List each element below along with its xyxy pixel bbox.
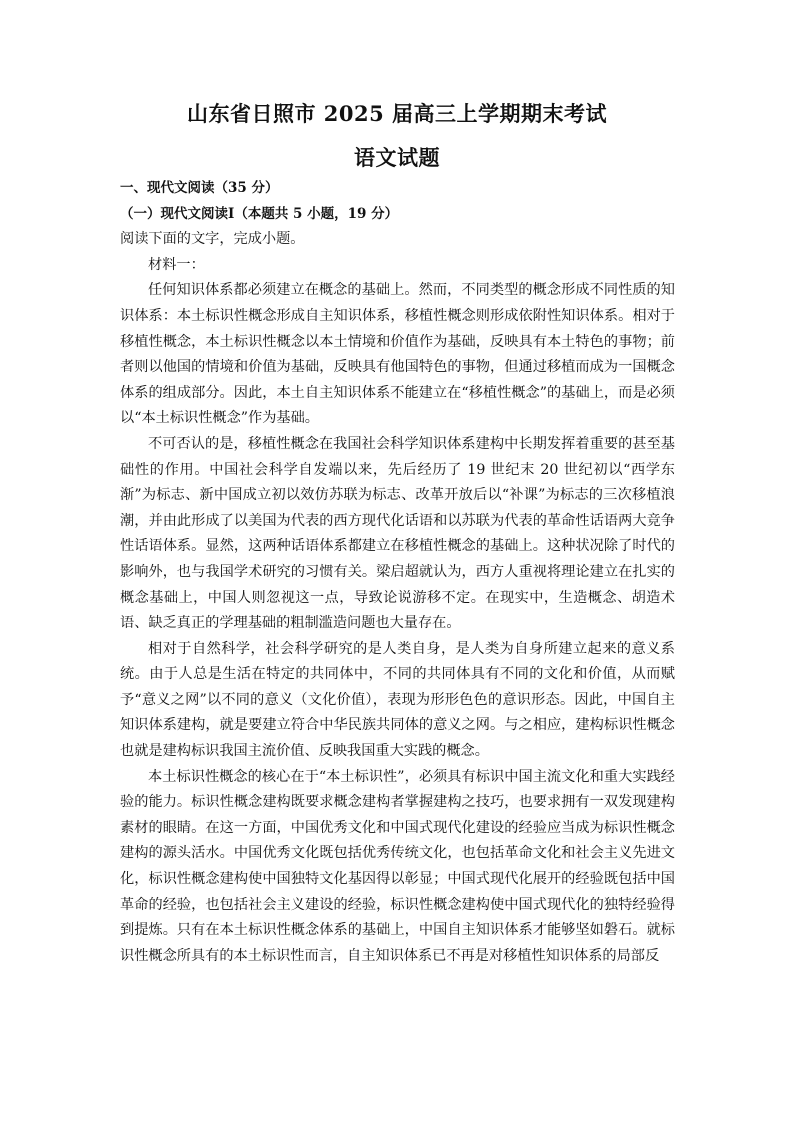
exam-body: [120, 176, 675, 969]
exam-subtitle: 语文试题: [354, 145, 440, 170]
instruction-text: 阅读下面的文字，完成小题。: [120, 231, 305, 248]
paragraph-3: 相对于自然科学，社会科学研究的是人类自身，是人类为自身所建立起来的意义系统。由于人总是生活在特定的共同体中，不同的共同体具有不同的文化和价值，从而赋予“意义之网”以不同的意义（文化价值），表现为形形色色的意识形态。因此，中国自主知识体系建构，就是要建立符合中华民族共同体的意义之网。与之相应，建构标识性概念也就是建构标识我国主流价值、反映我国重大实践的概念。: [120, 640, 675, 760]
material-label: 材料一：: [148, 256, 205, 273]
section-heading: 一、现代文阅读（35 分）: [120, 180, 279, 196]
exam-title: 山东省日照市 2025 届高三上学期期末考试: [186, 101, 608, 126]
paragraph-2: 不可否认的是，移植性概念在我国社会科学知识体系建构中长期发挥着重要的甚至基础性的作用。中国社会科学自发端以来，先后经历了 19 世纪末 20 世纪初以“西学东渐”为标志、新中国成立初以效仿苏联为标志、改革开放后以“补课”为标志的三次移植浪潮，并由此形成了以美国为代表的西方现代化话语和以苏联为代表的革命性话语两大竞争性话语体系。显然，这两种话语体系都建立在移植性概念的基础上。这种状况除了时代的影响外，也与我国学术研究的习惯有关。梁启超就认为，西方人重视将理论建立在扎实的概念基础上，中国人则忽视这一点，导致论说游移不定。在现实中，生造概念、胡造术语、缺乏真正的学理基础的粗制滥造问题也大量存在。: [120, 435, 675, 632]
paragraph-4: 本土标识性概念的核心在于“本土标识性”，必须具有标识中国主流文化和重大实践经验的能力。标识性概念建构既要求概念建构者掌握建构之技巧，也要求拥有一双发现建构素材的眼睛。在这一方面，中国优秀文化和中国式现代化建设的经验应当成为标识性概念建构的源头活水。中国优秀文化既包括优秀传统文化，也包括革命文化和社会主义先进文化，标识性概念建构使中国独特文化基因得以彰显；中国式现代化展开的经验既包括中国革命的经验，也包括社会主义建设的经验，标识性概念建构使中国式现代化的独特经验得到提炼。只有在本土标识性概念体系的基础上，中国自主知识体系才能够坚如磐石。就标识性概念所具有的本土标识性而言，自主知识体系已不再是对移植性知识体系的局部反: [120, 768, 675, 964]
paragraph-1: 任何知识体系都必须建立在概念的基础上。然而，不同类型的概念形成不同性质的知识体系：本土标识性概念形成自主知识体系，移植性概念则形成依附性知识体系。相对于移植性概念，本土标识性概念以本土情境和价值作为基础，反映具有本土特色的事物；前者则以他国的情境和价值为基础，反映具有他国特色的事物，但通过移植而成为一国概念体系的组成部分。因此，本土自主知识体系不能建立在“移植性概念”的基础上，而是必须以“本土标识性概念”作为基础。: [120, 282, 675, 427]
subsection-heading: （一）现代文阅读Ⅰ（本题共 5 小题，19 分）: [120, 205, 399, 222]
